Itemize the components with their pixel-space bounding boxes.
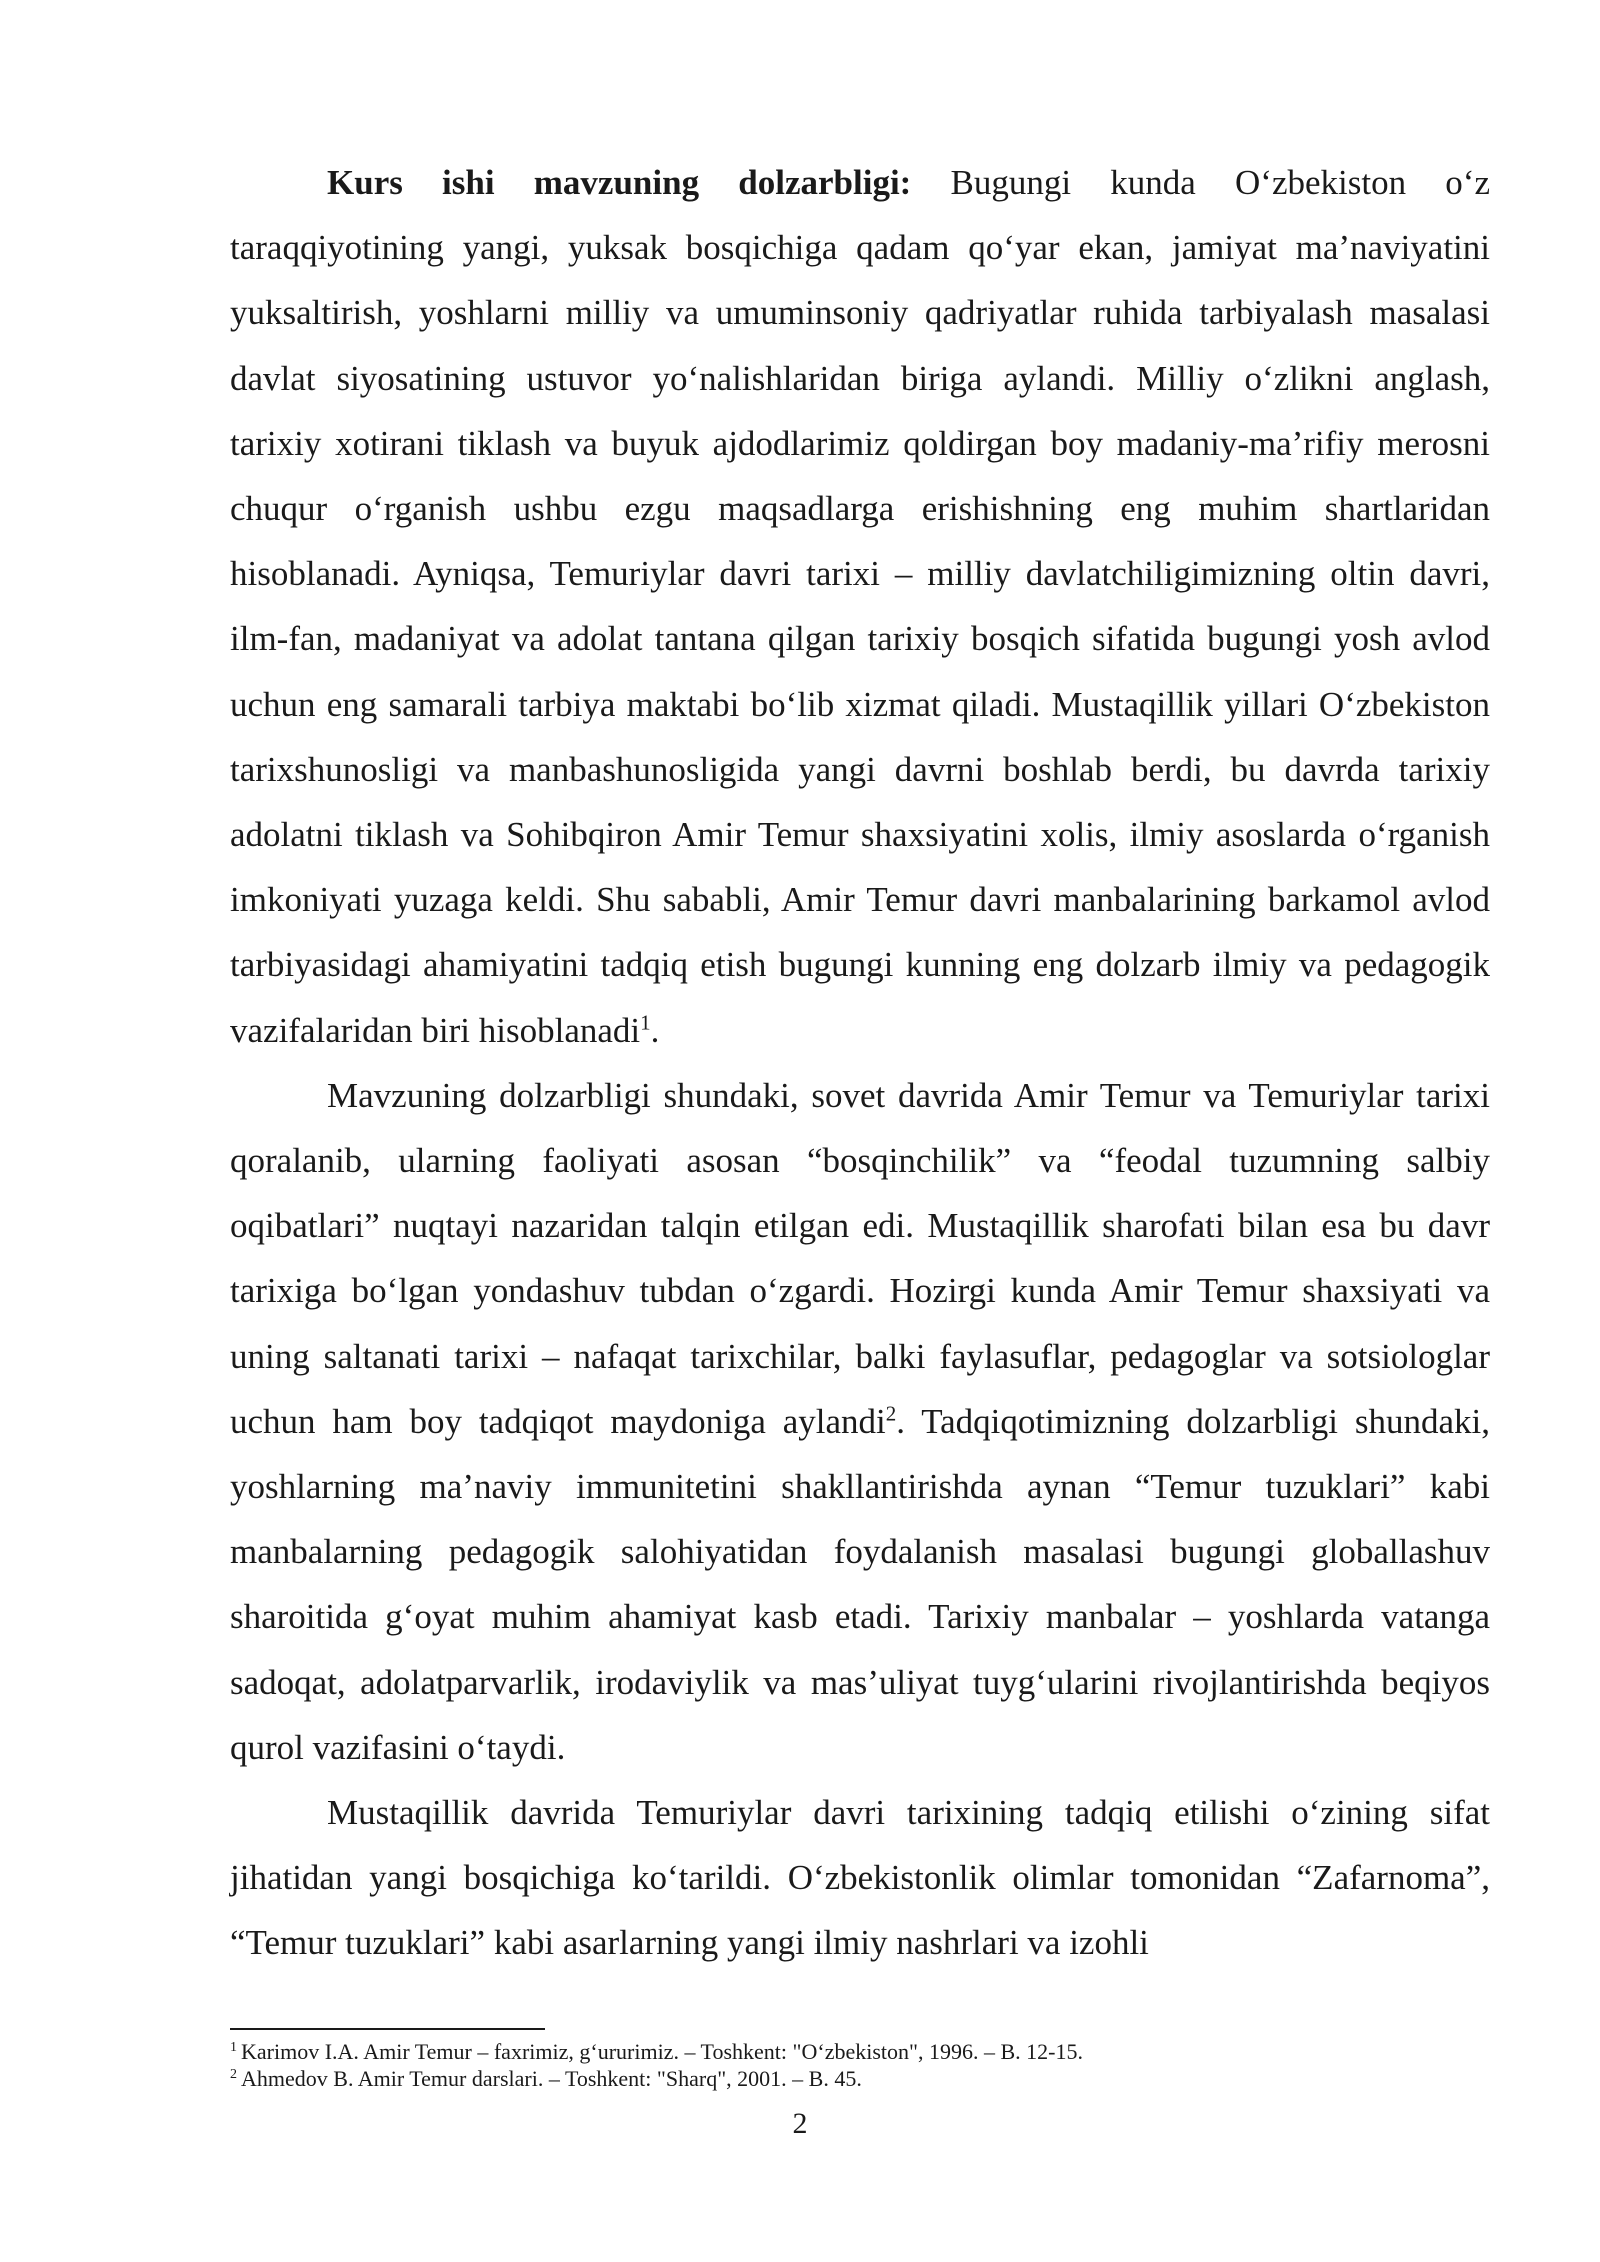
- footnote-reference[interactable]: 1: [640, 1009, 651, 1034]
- page-number: 2: [792, 2107, 808, 2140]
- body-text: [230, 150, 1490, 1976]
- section-lead-in: Kurs ishi mavzuning dolzarbligi:: [327, 163, 912, 202]
- paragraph-soviet-period: [230, 1063, 1490, 1780]
- paragraph-text: Mavzuning dolzarbligi shundaki, sovet davrida Amir Temur va Temuriylar tarixi qoralanib, ularning faoliyati asosan “bosqinchilik” va “feodal tuzumning salbiy oqibatlari” nuqtayi nazaridan talqin etilgan edi. Mustaqillik sharofati bilan esa bu davr tarixiga bo‘lgan yondashuv tubdan o‘zgardi. Hozirgi kunda Amir Temur shaxsiyati va uning saltanati tarixi – nafaqat tarixchilar, balki faylasuflar, pedagoglar va sotsiologlar uchun ham boy tadqiqot maydoniga aylandi: [230, 1075, 1490, 1441]
- paragraph-relevance: [230, 150, 1490, 1063]
- footnote-number: 2: [230, 2066, 237, 2082]
- footnote-number: 1: [230, 2039, 237, 2055]
- footnotes: [230, 2028, 1490, 2092]
- paragraph-text-tail: . Tadqiqotimizning dolzarbligi shundaki, yoshlarning ma’naviy immunitetini shakllantirishda aynan “Temur tuzuklari” kabi manbalarning pedagogik salohiyatidan foydalanish masalasi bugungi globallashuv sharoitida g‘oyat muhim ahamiyat kasb etadi. Tarixiy manbalar – yoshlarda vatanga sadoqat, adolatparvarlik, irodaviylik va mas’uliyat tuyg‘ularini rivojlantirishda beqiyos qurol vazifasini o‘taydi.: [230, 1401, 1490, 1767]
- paragraph-text: Bugungi kunda O‘zbekiston o‘z taraqqiyotining yangi, yuksak bosqichiga qadam qo‘yar ekan, jamiyat ma’naviyatini yuksaltirish, yoshlarni milliy va umuminsoniy qadriyatlar ruhida tarbiyalash masalasi davlat siyosatining ustuvor yo‘nalishlaridan biriga aylandi. Milliy o‘zlikni anglash, tarixiy xotirani tiklash va buyuk ajdodlarimiz qoldirgan boy madaniy-ma’rifiy merosni chuqur o‘rganish ushbu ezgu maqsadlarga erishishning eng muhim shartlaridan hisoblanadi. Ayniqsa, Temuriylar davri tarixi – milliy davlatchiligimizning oltin davri, ilm-fan, madaniyat va adolat tantana qilgan tarixiy bosqich sifatida bugungi yosh avlod uchun eng samarali tarbiya maktabi bo‘lib xizmat qiladi. Mustaqillik yillari O‘zbekiston tarixshunosligi va manbashunosligida yangi davrni boshlab berdi, bu davrda tarixiy adolatni tiklash va Sohibqiron Amir Temur shaxsiyatini xolis, ilmiy asoslarda o‘rganish imkoniyati yuzaga keldi. Shu sababli, Amir Temur davri manbalarining barkamol avlod tarbiyasidagi ahamiyatini tadqiq etish bugungi kunning eng dolzarb ilmiy va pedagogik vazifalaridan biri hisoblanadi: [230, 163, 1490, 1050]
- footnote-separator: [230, 2028, 545, 2030]
- paragraph-text: Mustaqillik davrida Temuriylar davri tarixining tadqiq etilishi o‘zining sifat jihatidan yangi bosqichiga ko‘tarildi. O‘zbekistonlik olimlar tomonidan “Zafarnoma”, “Temur tuzuklari” kabi asarlarning yangi ilmiy nashrlari va izohli: [230, 1793, 1490, 1963]
- footnote-reference[interactable]: 2: [885, 1401, 897, 1426]
- paragraph-text-tail: .: [650, 1010, 660, 1050]
- paragraph-independence-period: [230, 1780, 1490, 1976]
- footnote-item: [230, 2065, 1490, 2092]
- footnote-text: Karimov I.A. Amir Temur – faxrimiz, g‘ururimiz. – Toshkent: "O‘zbekiston", 1996. – B. 12-15.: [241, 2039, 1083, 2064]
- footnote-text: Ahmedov B. Amir Temur darslari. – Toshkent: "Sharq", 2001. – B. 45.: [241, 2066, 862, 2091]
- footnote-item: [230, 2038, 1490, 2065]
